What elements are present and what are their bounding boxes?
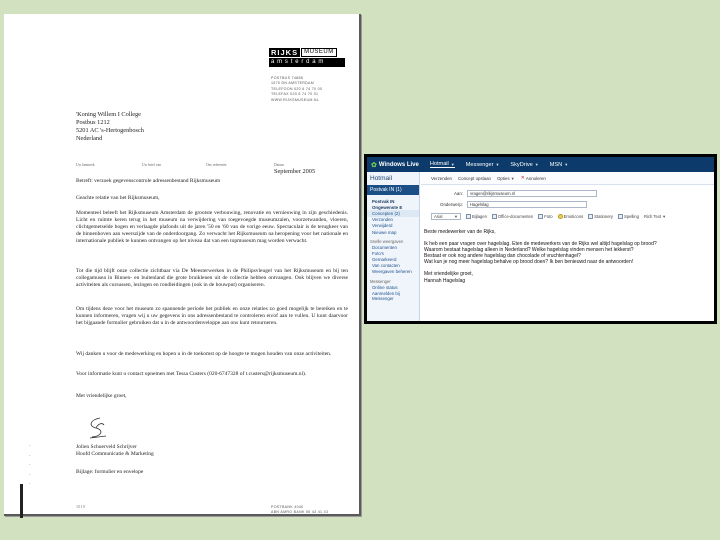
sidebar-item-online-status[interactable]: Online status [372, 284, 398, 290]
attach-label: Bijlagen [472, 213, 487, 219]
logo-museum: MUSEUM [301, 48, 337, 57]
font-select[interactable] [431, 213, 461, 220]
sidebar-item-inbox[interactable]: Postvak IN [372, 198, 395, 204]
chevron-down-icon: ▼ [510, 175, 515, 181]
sidebar-inbox-tab[interactable]: Postvak IN (1) [367, 185, 419, 195]
sidebar-item-junk[interactable]: Ongewenste E [372, 204, 403, 210]
sidebar-title: Hotmail [370, 175, 393, 182]
sidebar-item-flagged[interactable]: Gemarkeerd [372, 257, 397, 263]
rich-text-select[interactable] [644, 214, 666, 219]
sender-line: 1070 DN AMSTERDAM [271, 81, 315, 86]
sidebar-item-new-folder[interactable]: Nieuwe map [372, 229, 397, 235]
ref-label: Uw kenmerk [76, 163, 95, 167]
enclosure: Bijlage: formulier en envelope [76, 469, 144, 475]
to-field[interactable]: vragen@rikjsmuseum.nl [467, 190, 597, 197]
cancel-label: Annuleren [525, 175, 546, 181]
letter-subject: Betreft: verzoek gegevenscontrole adressenbestand Rijksmuseum [76, 178, 221, 184]
sidebar-quick-header: Snelle weergaven [370, 239, 404, 245]
emoticons-button[interactable] [558, 214, 584, 219]
sender-line: WWW.RIJKSMUSEUM.NL [271, 97, 320, 102]
body-line: Beste medewerker van de Rijks, [424, 229, 496, 235]
nav-messenger-label: Messenger [465, 161, 494, 168]
chevron-down-icon: ▼ [454, 213, 458, 219]
letter-paragraph: Voor informatie kunt u contact opnemen met Tessa Custers (020-6747328 of t.custers@rijksmuseum.nl). [76, 371, 307, 377]
body-line: Wat kun je nog meer hagelslag behalve op brood doen? Ik ben benieuwd naar de antwoorden! [424, 259, 634, 266]
app-name: Windows Live [378, 161, 419, 168]
spelling-button[interactable] [618, 214, 639, 219]
sidebar-item-deleted[interactable]: Verwijderd [372, 223, 393, 229]
to-label: Aan: [453, 190, 463, 196]
rich-text-label: Rich Text [643, 213, 662, 219]
stationery-icon [588, 214, 593, 219]
message-body[interactable] [421, 224, 714, 321]
send-button[interactable] [431, 176, 452, 181]
footer-line: ABN AMRO BANK 55 43 41 43 [271, 510, 329, 515]
cancel-button[interactable] [521, 175, 546, 181]
nav-messenger[interactable] [466, 162, 500, 168]
send-label: Verzenden [431, 175, 452, 181]
signer-title: Hoofd Communicatie & Marketing [76, 451, 154, 457]
sender-line: POSTBUS 74888 [271, 76, 304, 80]
office-docs-button[interactable] [492, 214, 533, 219]
letter-paragraph: Wij danken u voor de medewerking en hopen u in de toekomst op de hoogte te mogen houden van onze activiteiten. [76, 351, 332, 357]
options-button[interactable] [497, 176, 515, 181]
signer-name: Jolien Schuerveld Schrijver [76, 444, 137, 450]
footer-line: POSTBANK 4040 [271, 505, 304, 509]
ref-label: Uw brief van [142, 163, 161, 167]
recipient-line: Nederland [76, 135, 103, 142]
logo-rijks: RIJKS [271, 48, 299, 57]
margin-barcode [20, 484, 23, 518]
ref-label: Datum [274, 163, 284, 167]
letter-date: September 2005 [274, 168, 316, 175]
nav-hotmail-label: Hotmail [429, 161, 449, 167]
sidebar-item-messenger-signin[interactable]: Aanmelden bij Messenger [372, 290, 400, 301]
nav-skydrive-label: SkyDrive [510, 161, 533, 168]
email-compose-window [364, 154, 717, 324]
sidebar-item-manage-views[interactable]: Weergaven beheren [372, 269, 412, 275]
attach-button[interactable] [466, 214, 487, 219]
chevron-down-icon: ▼ [662, 213, 667, 219]
compose-area [421, 172, 714, 321]
letter-salutation: Geachte relatie van het Rijksmuseum, [76, 195, 160, 201]
recipient-line: Postbus 1212 [76, 119, 110, 126]
hotmail-sidebar [367, 172, 420, 321]
letter-paragraph: Tot die tijd blijft onze collectie zichtbaar via De Meesterwerken in de Philipsvleugel van het Rijksmuseum en bij ten collegamusea in Binnen- en buitenland die grote bruiklenen uit de collectie hebben ontvangen. Ook blijven we diverse activiteiten als cursussen, lezingen en rondleidingen (ook in de bouwput) organiseren. [76, 268, 348, 288]
chevron-down-icon: ▼ [564, 162, 569, 167]
letter-page [4, 14, 361, 516]
to-row [421, 188, 714, 198]
body-line: Waarom bestaat hagelslag alleen in Nederland? Welke hagelslag vinden mensen het lekkerst? [424, 247, 634, 254]
logo-city: amsterdam [269, 58, 345, 67]
recipient-address [76, 111, 144, 143]
subject-field[interactable]: Hagelslag [467, 201, 587, 208]
chevron-down-icon: ▼ [450, 161, 455, 167]
smiley-icon [558, 214, 563, 219]
nav-hotmail[interactable] [430, 161, 455, 168]
save-draft-button[interactable] [458, 176, 491, 181]
font-select-value: Arial [434, 213, 443, 219]
body-line: Met vriendelijke groet, [424, 271, 473, 278]
ref-label: Ons referentie [206, 163, 227, 167]
format-toolbar [431, 212, 714, 220]
save-draft-label: Concept opslaan [458, 175, 491, 181]
emoticons-label: Emoticons [563, 213, 584, 219]
stationery-label: Stationery [594, 213, 614, 219]
body-line: Hannah Hagelslag [424, 277, 466, 284]
subject-row [421, 199, 714, 209]
sidebar-item-sent[interactable]: Verzonden [372, 217, 393, 223]
signature-scribble [84, 416, 112, 440]
rijksmuseum-logo [269, 48, 345, 67]
nav-msn-label: MSN [549, 161, 563, 168]
sidebar-item-photos[interactable]: Foto's [372, 250, 384, 256]
nav-skydrive[interactable] [510, 162, 538, 168]
paperclip-icon [466, 214, 471, 219]
chevron-down-icon: ▼ [534, 162, 539, 167]
footer-bank [271, 505, 328, 516]
sidebar-item-contacts[interactable]: Van contacten [372, 263, 400, 269]
spelling-label: Spelling [624, 213, 639, 219]
photo-icon [538, 214, 543, 219]
margin-dots: · · · · · [29, 444, 31, 487]
document-icon [492, 214, 497, 219]
letter-paragraph: Momenteel beleeft het Rijksmuseum Amsterdam de grootste verbouwing, renovatie en vernieuwing in zijn geschiedenis. Licht en ruimte keren terug in het museum na verwijdering van toegevoegde museumzalen, voorzetwanden, vloeren, clichtgemetselde bogen en verlaagde plafonds uit de jaren '50 en '60 van de vorige eeuw. Spectaculair is de terugkeer van de binnenhoven aan weerszijde van de onderdoorgang. Zo verwacht het Rijksmuseum na heropening voor het nationale en internationale publiek te kunnen ontvangen op het niveau dat van een topmuseum mag worden verwacht. [76, 210, 348, 244]
letter-paragraph: Om tijdens deze voor het museum zo spannende periode het publiek en onze relaties zo goed mogelijk te bereiken en te kunnen informeren, vragen wij u uw gegevens in ons adressenbestand te controleren en/of aan te vullen. U kunt daarvoor het bijgaande formulier gebruiken dat u in de antwoordenveloppe aan ons kunt retourneren. [76, 306, 348, 326]
stationery-button[interactable] [588, 214, 613, 219]
recipient-line: 'Koning Willem I College [76, 111, 141, 118]
body-line: Bestaat er ook nog andere hagelslag dan chocolade of vruchtenhagel? [424, 253, 581, 260]
body-line: Ik heb een paar vragen over hagelslag. Eten de medewerkers van de Rijks wel altijd hagelslag op brood? [424, 241, 657, 248]
sidebar-item-documents[interactable]: Documenten [372, 244, 397, 250]
sidebar-messenger-header: Messenger [370, 279, 391, 285]
chevron-down-icon: ▼ [495, 162, 500, 167]
sender-address [271, 76, 322, 103]
compose-toolbar [421, 172, 714, 185]
photo-label: Foto [544, 213, 553, 219]
subject-label: Onderwerp: [440, 201, 463, 207]
sender-line: TELEFOON 020 6 74 70 00 [271, 86, 323, 91]
sender-line: TELEFAX 020 6 74 70 01 [271, 92, 319, 97]
sidebar-item-drafts[interactable]: Concepten (2) [367, 210, 419, 216]
nav-msn[interactable] [550, 162, 568, 168]
photo-button[interactable] [538, 214, 552, 219]
footer-code: 1010 [76, 504, 86, 509]
windows-live-logo[interactable] [371, 161, 419, 169]
recipient-line: 5201 AC 's-Hertogenbosch [76, 127, 144, 134]
windows-live-topbar [367, 157, 714, 172]
spellcheck-icon [618, 214, 623, 219]
butterfly-icon: ✿ [371, 161, 377, 169]
letter-closing: Met vriendelijke groet, [76, 393, 127, 399]
close-icon: ✕ [520, 175, 525, 181]
options-label: Opties [496, 175, 510, 181]
office-docs-label: Office-documenten [497, 213, 534, 219]
